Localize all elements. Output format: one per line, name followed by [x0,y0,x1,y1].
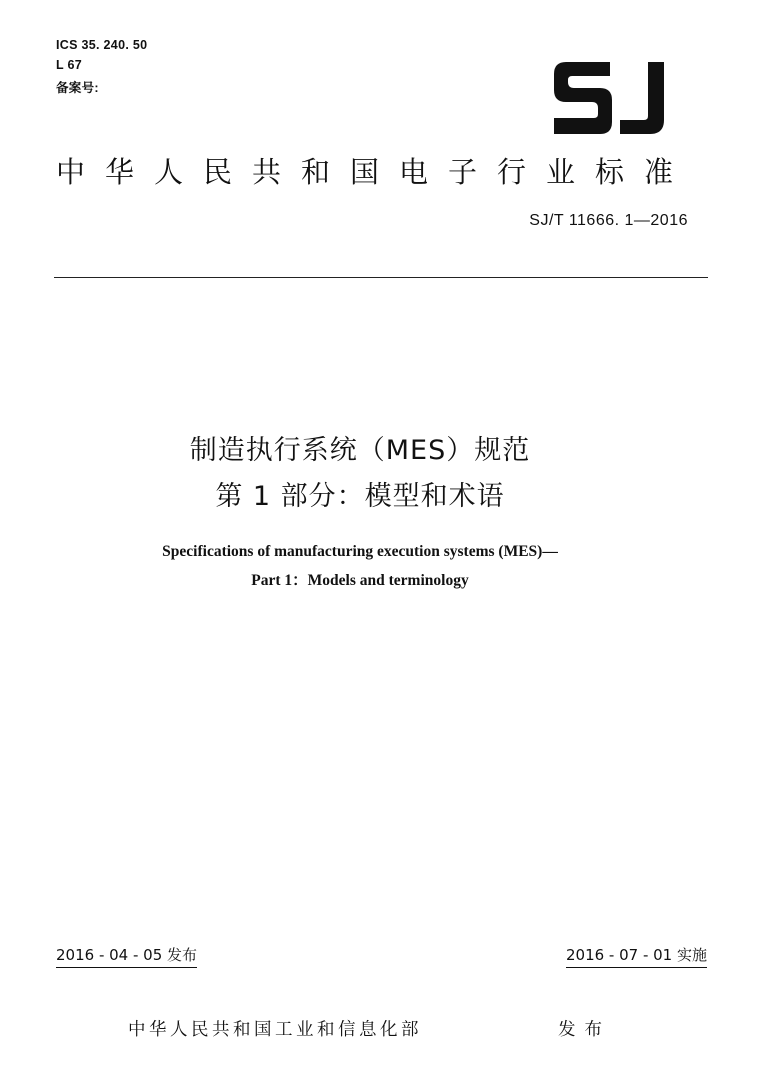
record-number-label: 备案号: [56,81,99,95]
standard-number: SJ/T 11666. 1—2016 [529,212,688,229]
standard-category: 中华人民共和国电子行业标准 [56,155,694,189]
title-en-line1: Specifications of manufacturing execution systems (MES)— [162,543,558,560]
title-en-line2: Part 1：Models and terminology [251,572,469,589]
sj-logo [548,56,676,140]
sj-logo-graphic [548,56,676,140]
issued-label: 发布 [558,1020,611,1040]
implementation-date: 2016 - 07 - 01 实施 [566,944,707,968]
release-date: 2016 - 04 - 05 发布 [56,944,197,968]
publisher: 中华人民共和国工业和信息化部 [128,1020,422,1040]
header-divider [54,277,708,278]
ics-code: ICS 35. 240. 50 [56,38,148,52]
ccs-code: L 67 [56,58,82,72]
title-cn-line2: 第 1 部分：模型和术语 [215,481,505,512]
title-cn-line1: 制造执行系统（MES）规范 [189,435,531,466]
